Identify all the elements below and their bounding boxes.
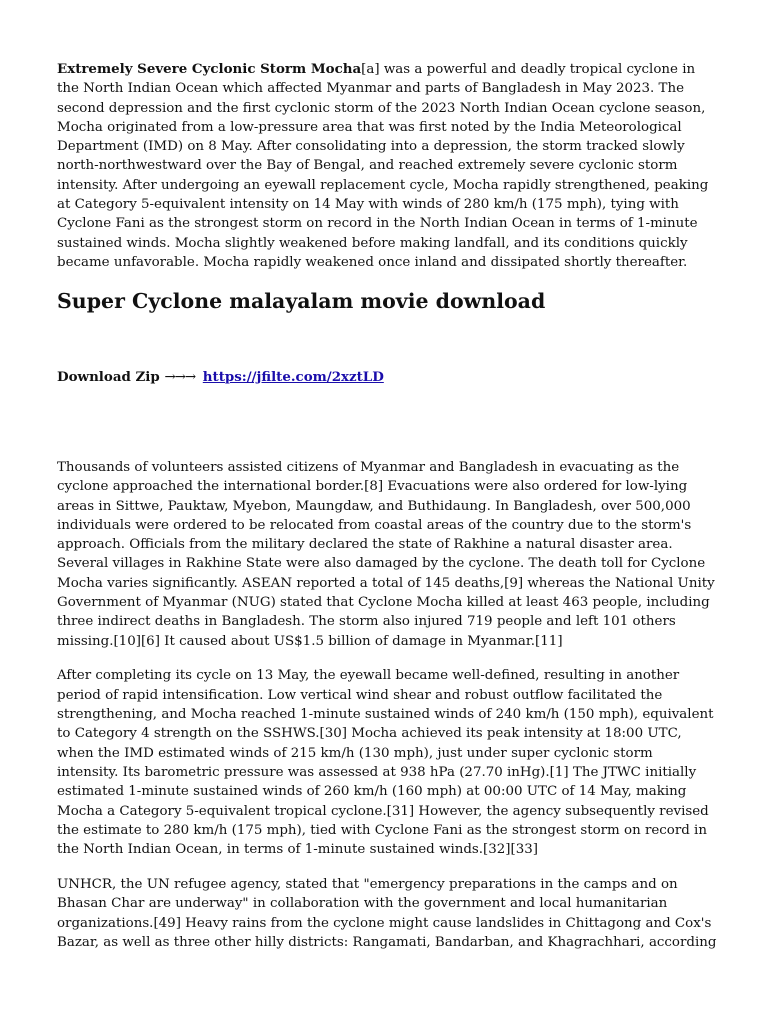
- paragraph-unhcr: UNHCR, the UN refugee agency, stated that "emergency preparations in the camps and on Bhasan Char are underway" in collaboration with the government and local humanitarian organizations.[49] Heavy rains from the cyclone might cause landslides in Chittagong and Cox's Bazar, as well as three other hilly districts: Rangamati, Bandarban, and Khagrachhari, according: [57, 876, 717, 950]
- download-label: Download Zip: [57, 369, 160, 385]
- page-heading: Super Cyclone malayalam movie download: [57, 289, 546, 313]
- paragraph-intensification: After completing its cycle on 13 May, the eyewall became well-defined, resulting in another period of rapid intensification. Low vertical wind shear and robust outflow facilitated the strengthening, and Mocha reached 1-minute sustained winds of 240 km/h (150 mph), equivalent to Category 4 strength on the SSHWS.[30] Mocha achieved its peak intensity at 18:00 UTC, when the IMD estimated winds of 215 km/h (130 mph), just under super cyclonic storm intensity. Its barometric pressure was assessed at 938 hPa (27.70 inHg).[1] The JTWC initially estimated 1-minute sustained winds of 260 km/h (160 mph) at 00:00 UTC of 14 May, making Mocha a Category 5-equivalent tropical cyclone.[31] However, the agency subsequently revised the estimate to 280 km/h (175 mph), tied with Cyclone Fani as the strongest storm on record in the North Indian Ocean, in terms of 1-minute sustained winds.[32][33]: [57, 668, 714, 858]
- document-page: [57, 60, 717, 950]
- download-link[interactable]: https://jfilte.com/2xztLD: [202, 369, 384, 385]
- intro-text: [a] was a powerful and deadly tropical cyclone in the North Indian Ocean which affected Myanmar and parts of Bangladesh in May 2023. The second depression and the first cyclonic storm of the 2023 North Indian Ocean cyclone season, Mocha originated from a low-pressure area that was first noted by the India Meteorological Department (IMD) on 8 May. After consolidating into a depression, the storm tracked slowly north-northwestward over the Bay of Bengal, and reached extremely severe cyclonic storm intensity. After undergoing an eyewall replacement cycle, Mocha rapidly strengthened, peaking at Category 5-equivalent intensity on 14 May with winds of 280 km/h (175 mph), tying with Cyclone Fani as the strongest storm on record in the North Indian Ocean in terms of 1-minute sustained winds. Mocha slightly weakened before making landfall, and its conditions quickly became unfavorable. Mocha rapidly weakened once inland and dissipated shortly thereafter.: [57, 62, 709, 270]
- arrow-right-icon: →→→: [164, 370, 196, 385]
- download-line: [57, 368, 384, 387]
- body-section: [57, 458, 717, 952]
- paragraph-evacuations: Thousands of volunteers assisted citizens of Myanmar and Bangladesh in evacuating as the cyclone approached the international border.[8] Evacuations were also ordered for low-lying areas in Sittwe, Pauktaw, Myebon, Maungdaw, and Buthidaung. In Bangladesh, over 500,000 individuals were ordered to be relocated from coastal areas of the country due to the storm's approach. Officials from the military declared the state of Rakhine a natural disaster area. Several villages in Rakhine State were also damaged by the cyclone. The death toll for Cyclone Mocha varies significantly. ASEAN reported a total of 145 deaths,[9] whereas the National Unity Government of Myanmar (NUG) stated that Cyclone Mocha killed at least 463 people, including three indirect deaths in Bangladesh. The storm also injured 719 people and left 101 others missing.[10][6] It caused about US$1.5 billion of damage in Myanmar.[11]: [57, 460, 715, 649]
- storm-name-bold: Extremely Severe Cyclonic Storm Mocha: [57, 61, 362, 77]
- intro-paragraph: [57, 60, 717, 272]
